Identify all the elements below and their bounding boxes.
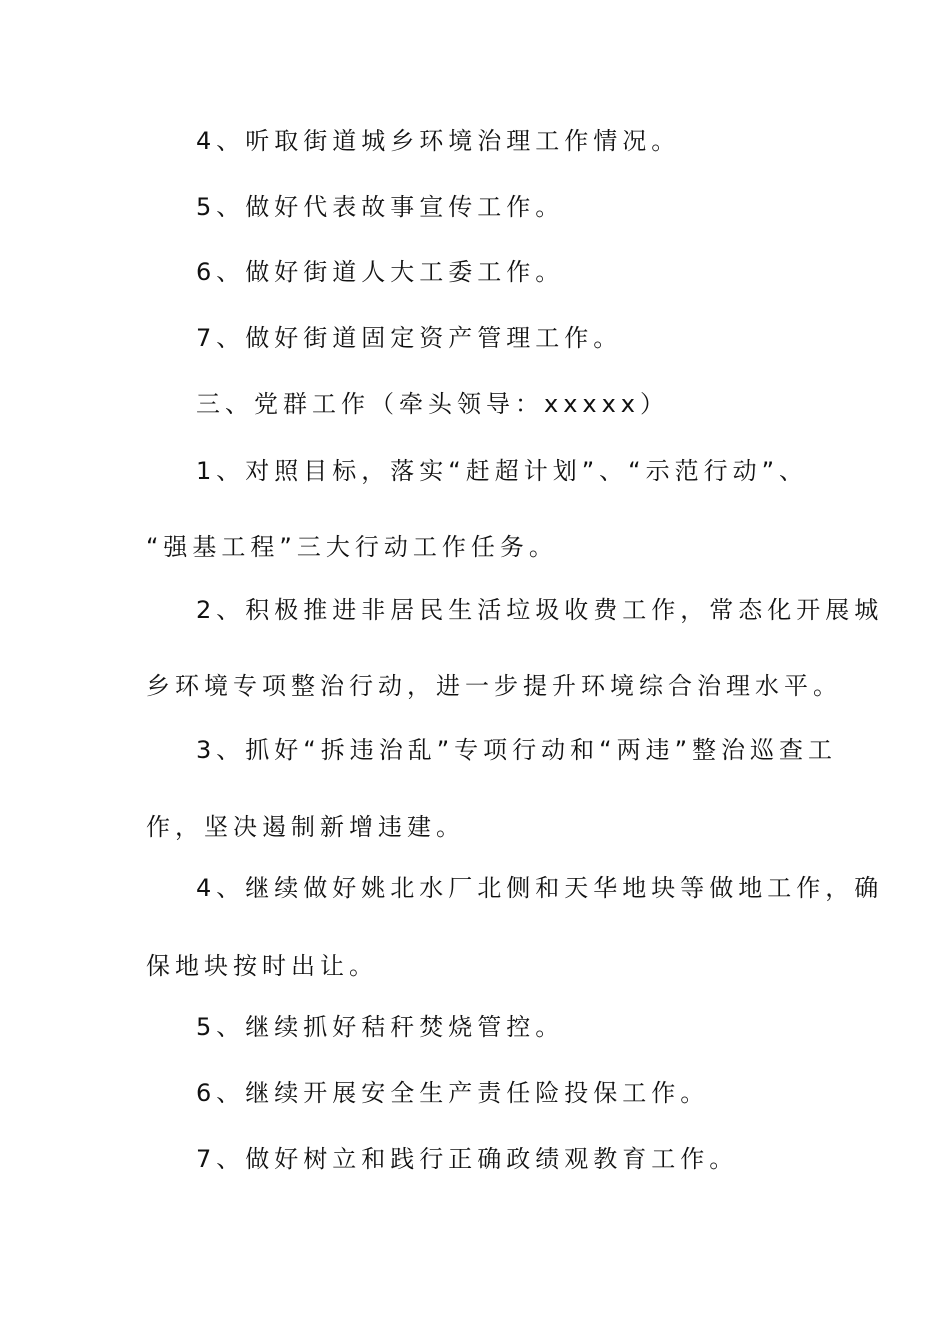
party-item-6: 6、继续开展安全生产责任险投保工作。 — [196, 1079, 710, 1107]
party-item-3-line-2: 作，坚决遏制新增违建。 — [146, 813, 465, 841]
item-5-story-publicity: 5、做好代表故事宣传工作。 — [196, 193, 565, 221]
party-item-3-line-1: 3、抓好“拆违治乱”专项行动和“两违”整治巡查工 — [196, 736, 838, 764]
party-item-4-line-1: 4、继续做好姚北水厂北侧和天华地块等做地工作，确 — [196, 874, 884, 902]
party-item-2-line-2: 乡环境专项整治行动，进一步提升环境综合治理水平。 — [146, 672, 842, 700]
section-3-heading: 三、党群工作（牵头领导：xxxxx） — [196, 390, 670, 418]
item-7-asset-management: 7、做好街道固定资产管理工作。 — [196, 324, 623, 352]
party-item-1-line-1: 1、对照目标，落实“赶超计划”、“示范行动”、 — [196, 457, 809, 485]
party-item-5: 5、继续抓好秸秆焚烧管控。 — [196, 1013, 565, 1041]
party-item-4-line-2: 保地块按时出让。 — [146, 952, 378, 980]
party-item-2-line-1: 2、积极推进非居民生活垃圾收费工作，常态化开展城 — [196, 596, 884, 624]
party-item-7: 7、做好树立和践行正确政绩观教育工作。 — [196, 1145, 739, 1173]
party-item-1-line-2: “强基工程”三大行动工作任务。 — [146, 533, 558, 561]
item-6-npc-work: 6、做好街道人大工委工作。 — [196, 258, 565, 286]
item-4-env-report: 4、听取街道城乡环境治理工作情况。 — [196, 127, 681, 155]
